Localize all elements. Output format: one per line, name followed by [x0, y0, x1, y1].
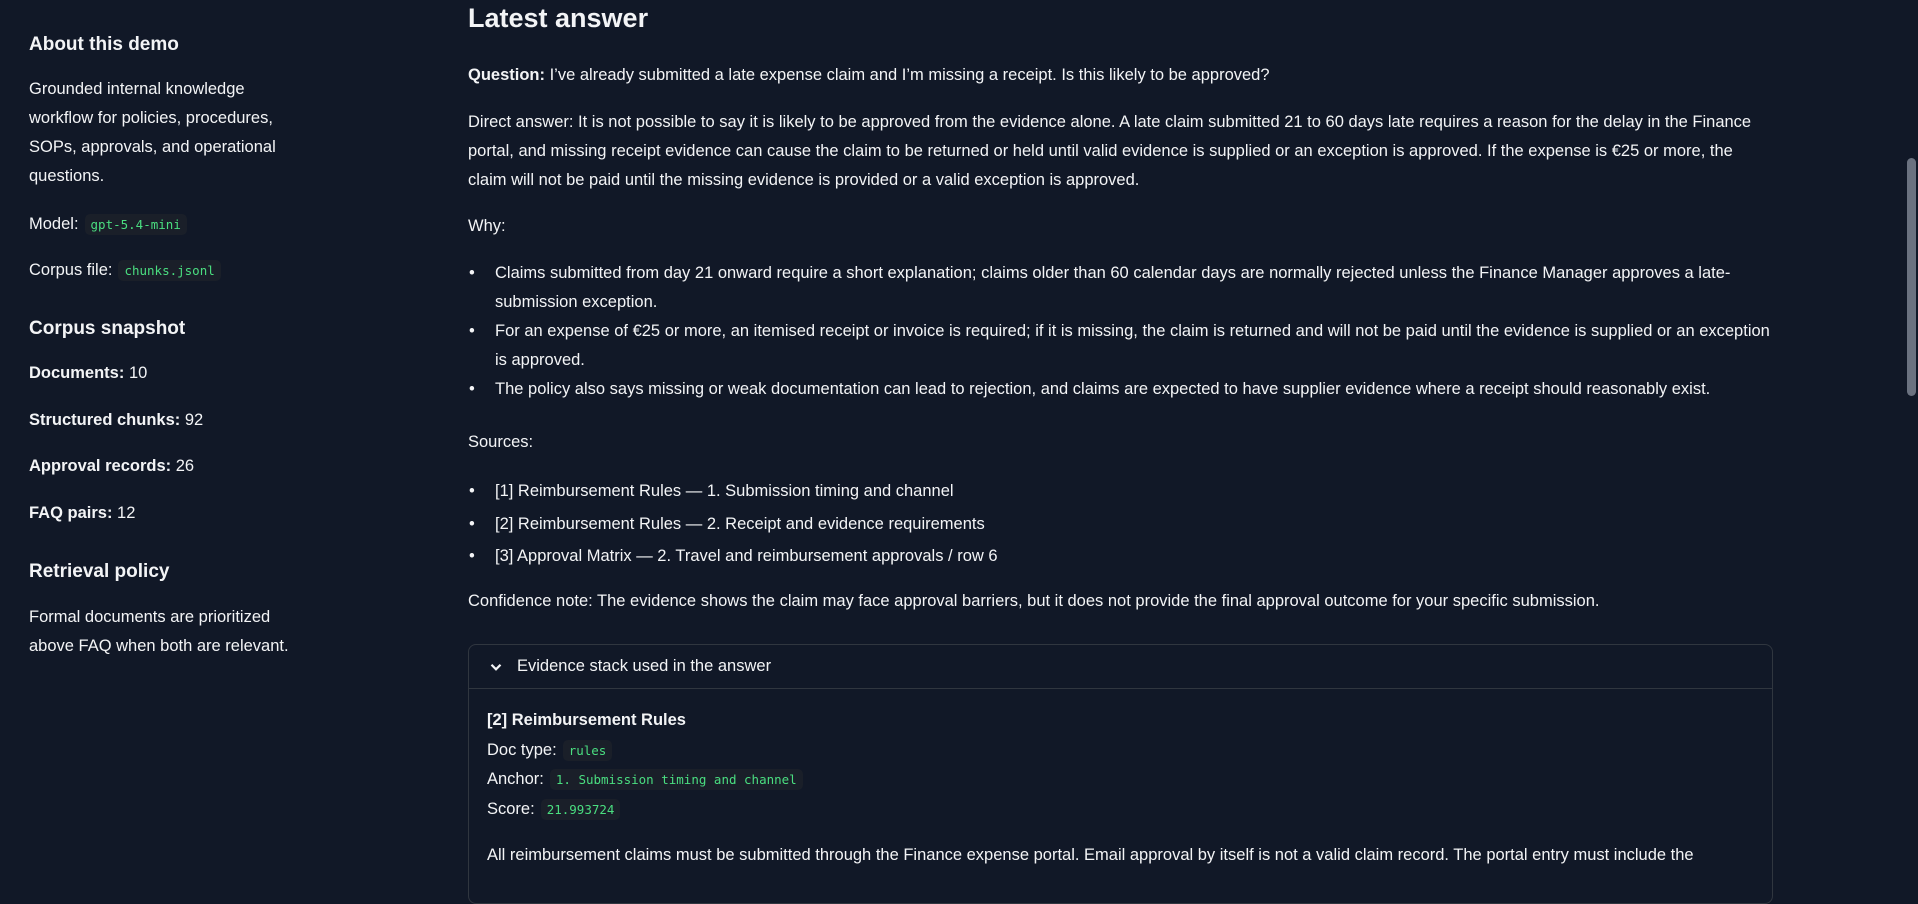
stat-value: 92: [184, 411, 204, 429]
evidence-item-title: [2] Reimbursement Rules: [487, 711, 686, 729]
stat-approvals: [29, 452, 309, 481]
source-item: • [2] Reimbursement Rules — 2. Receipt and evidence requirements: [468, 508, 1772, 541]
doc-type-value: rules: [563, 740, 613, 761]
stat-documents: [29, 359, 309, 388]
evidence-expander-label: Evidence stack used in the answer: [517, 657, 772, 675]
sources-label: Sources:: [468, 433, 534, 451]
anchor-row: [487, 765, 1754, 795]
score-row: [487, 795, 1754, 825]
score-label: Score:: [487, 799, 535, 818]
retrieval-heading: Retrieval policy: [29, 561, 170, 582]
stat-chunks: [29, 406, 309, 435]
corpus-value: chunks.jsonl: [118, 260, 220, 281]
snapshot-heading: Corpus snapshot: [29, 318, 186, 339]
sources-list: [468, 475, 1772, 573]
why-list: [468, 259, 1772, 404]
stat-faq: [29, 499, 309, 528]
doc-type-row: [487, 736, 1754, 766]
list-item: • Claims submitted from day 21 onward require a short explanation; claims older than 60 calendar days are normally rejected unless the Finance Manager approves a late-submission exception.: [468, 259, 1772, 317]
question-text: I’ve already submitted a late expense claim and I’m missing a receipt. Is this likely to be approved?: [549, 66, 1270, 84]
chevron-down-icon: [487, 658, 505, 676]
corpus-row: [29, 256, 309, 285]
corpus-label: Corpus file:: [29, 261, 113, 279]
anchor-label: Anchor:: [487, 770, 544, 788]
evidence-text: All reimbursement claims must be submitted through the Finance expense portal. Email approval by itself is not a valid claim record. The portal entry must include the: [487, 846, 1694, 864]
stat-label: Structured chunks:: [29, 411, 181, 429]
model-label: Model:: [29, 215, 79, 233]
about-text: Grounded internal knowledge workflow for policies, procedures, SOPs, approvals, and operational questions.: [29, 80, 276, 185]
stat-label: Approval records:: [29, 457, 172, 475]
stat-value: 12: [117, 504, 136, 522]
question: [468, 61, 1772, 90]
retrieval-text: Formal documents are prioritized above FAQ when both are relevant.: [29, 608, 289, 655]
source-item: • [1] Reimbursement Rules — 1. Submission timing and channel: [468, 475, 1772, 508]
question-label: Question:: [468, 66, 545, 84]
stat-value: 26: [175, 457, 195, 475]
source-item: • [3] Approval Matrix — 2. Travel and reimbursement approvals / row 6: [468, 540, 1772, 573]
scrollbar-thumb[interactable]: [1907, 158, 1916, 396]
about-heading: About this demo: [29, 34, 179, 55]
score-value: 21.993724: [541, 799, 621, 820]
stat-label: Documents:: [29, 364, 125, 382]
stat-label: FAQ pairs:: [29, 504, 113, 522]
stat-value: 10: [128, 364, 148, 382]
evidence-expander: [468, 644, 1773, 904]
list-item: • For an expense of €25 or more, an itemised receipt or invoice is required; if it is missing, the claim is returned and will not be paid until the evidence is supplied or an exception is approved.: [468, 317, 1772, 375]
why-label: Why:: [468, 217, 506, 235]
anchor-value: 1. Submission timing and channel: [550, 769, 803, 790]
evidence-expander-header[interactable]: [469, 645, 1772, 689]
doc-type-label: Doc type:: [487, 740, 557, 759]
model-value: gpt-5.4-mini: [85, 214, 187, 235]
list-item: • The policy also says missing or weak documentation can lead to rejection, and claims are expected to have supplier evidence where a receipt should reasonably exist.: [468, 375, 1772, 404]
direct-answer: Direct answer: It is not possible to say it is likely to be approved from the evidence alone. A late claim submitted 21 to 60 days late requires a reason for the delay in the Finance portal, and missing receipt evidence can cause the claim to be returned or held until valid evidence is supplied or an exception is approved. If the expense is €25 or more, the claim will not be paid until the missing evidence is provided or a valid exception is approved.: [468, 113, 1752, 189]
confidence-note: Confidence note: The evidence shows the claim may face approval barriers, but it does not provide the final approval outcome for your specific submission.: [468, 592, 1600, 610]
model-row: [29, 210, 309, 239]
page-title: Latest answer: [468, 3, 649, 33]
